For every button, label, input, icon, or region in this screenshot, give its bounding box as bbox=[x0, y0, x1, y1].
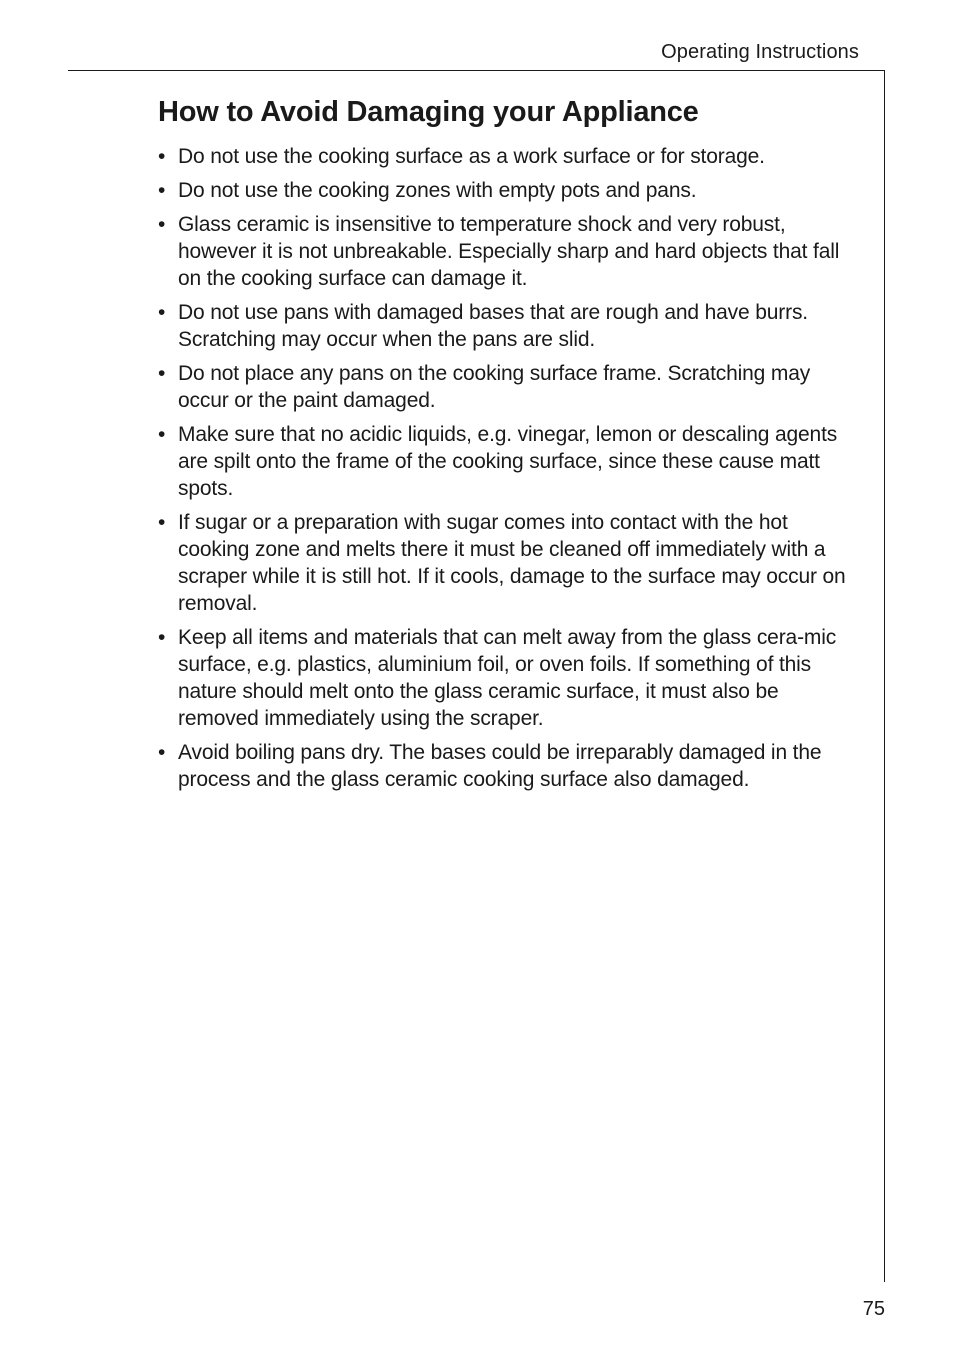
bullet-icon: • bbox=[158, 511, 166, 534]
list-item bbox=[158, 509, 858, 617]
list-item-text: If sugar or a preparation with sugar comes into contact with the hot cooking zone and melts there it must be cleaned off immediately with a scraper while it is still hot. If it cools, damage to the surface may occur on removal. bbox=[178, 511, 846, 615]
header-rule bbox=[68, 70, 885, 71]
bullet-icon: • bbox=[158, 741, 166, 764]
page-number: 75 bbox=[862, 1298, 885, 1320]
bullet-icon: • bbox=[158, 179, 166, 202]
bullet-icon: • bbox=[158, 145, 166, 168]
bullet-icon: • bbox=[158, 423, 166, 446]
list-item-text: Do not use the cooking surface as a work surface or for storage. bbox=[178, 145, 765, 168]
bullet-icon: • bbox=[158, 626, 166, 649]
bullet-icon: • bbox=[158, 213, 166, 236]
list-item bbox=[158, 177, 858, 204]
list-item bbox=[158, 421, 858, 502]
bullet-icon: • bbox=[158, 301, 166, 324]
bullet-icon: • bbox=[158, 362, 166, 385]
list-item-text: Make sure that no acidic liquids, e.g. vinegar, lemon or descaling agents are spilt onto the frame of the cooking surface, since these cause matt spots. bbox=[178, 423, 838, 500]
list-item bbox=[158, 211, 858, 292]
page-content bbox=[158, 94, 858, 800]
list-item-text: Do not use the cooking zones with empty pots and pans. bbox=[178, 179, 697, 202]
list-item bbox=[158, 624, 858, 732]
list-item-text: Do not use pans with damaged bases that are rough and have burrs. Scratching may occur when the pans are slid. bbox=[178, 301, 808, 351]
list-item-text: Glass ceramic is insensitive to temperature shock and very robust, however it is not unbreakable. Especially sharp and hard objects that fall on the cooking surface can damage it. bbox=[178, 213, 840, 290]
list-item bbox=[158, 143, 858, 170]
list-item bbox=[158, 360, 858, 414]
side-rule bbox=[884, 70, 885, 1282]
list-item bbox=[158, 739, 858, 793]
list-item-text: Do not place any pans on the cooking surface frame. Scratching may occur or the paint damaged. bbox=[178, 362, 811, 412]
section-title: How to Avoid Damaging your Appliance bbox=[158, 96, 699, 128]
bullet-list bbox=[158, 143, 858, 793]
running-header: Operating Instructions bbox=[661, 41, 859, 63]
list-item-text: Avoid boiling pans dry. The bases could be irreparably damaged in the process and the glass ceramic cooking surface also damaged. bbox=[178, 741, 822, 791]
list-item-text: Keep all items and materials that can melt away from the glass cera-mic surface, e.g. plastics, aluminium foil, or oven foils. If something of this nature should melt onto the glass ceramic surface, it must also be removed immediately using the scraper. bbox=[178, 626, 837, 730]
list-item bbox=[158, 299, 858, 353]
